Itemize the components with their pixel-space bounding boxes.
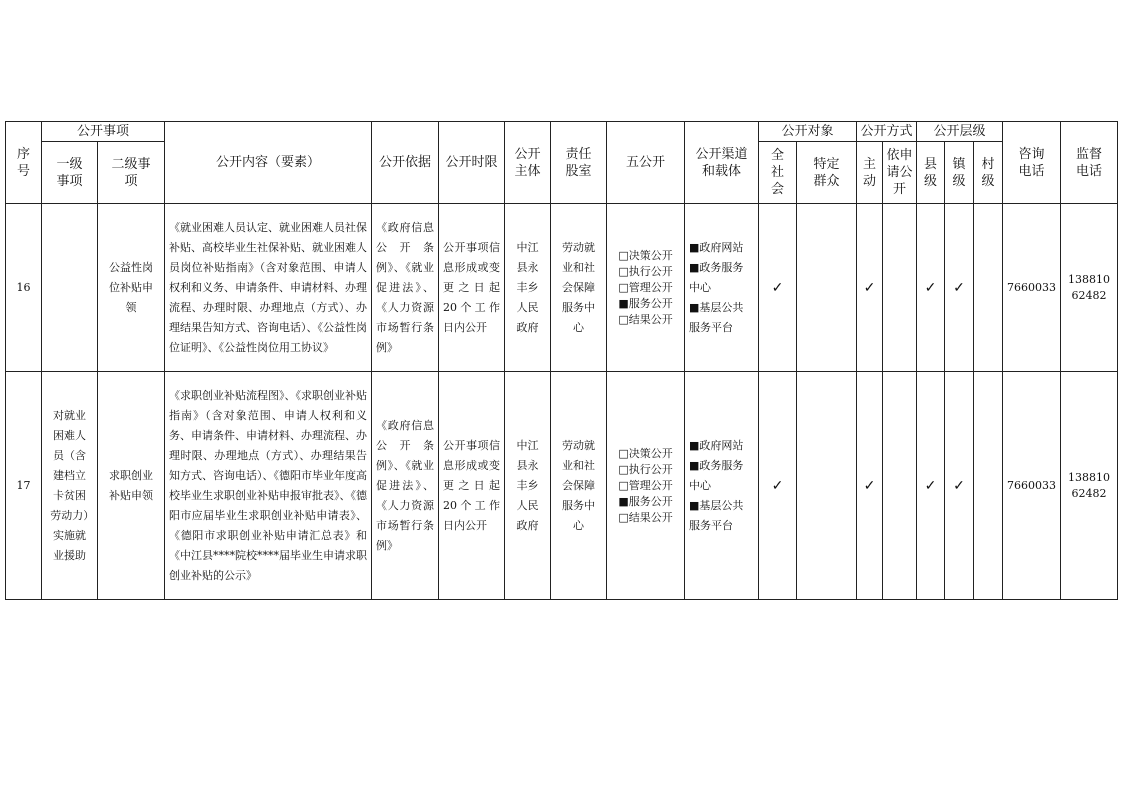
row-supervise-phone: 13881062482	[1061, 204, 1118, 372]
header-subject: 公开主体	[505, 122, 551, 204]
row-five	[607, 204, 685, 372]
channel-service-center: ■政务服务中心	[689, 458, 744, 492]
row-content: 《求职创业补贴流程图》、《求职创业补贴指南》（含对象范围、申请人权利和义务、申请条件、申请材料、办理流程、办理时限、办理地点（方式）、办理结果告知方式、咨询电话）、《德阳市毕业年度高校毕业生求职创业补贴申报审批表》、《德阳市应届毕业生求职创业补贴申请表》、《德阳市求职创业补贴申请汇总表》和《中江县****院校****届毕业生申请求职创业补贴的公示》	[165, 372, 372, 600]
header-channel: 公开渠道和载体	[685, 122, 759, 204]
row-method-request	[883, 372, 917, 600]
row-target-all: ✓	[759, 204, 797, 372]
five-result: □结果公开	[618, 312, 673, 326]
row-level-village	[974, 204, 1003, 372]
five-decision: □决策公开	[618, 248, 673, 262]
header-basis: 公开依据	[372, 122, 439, 204]
row-seq: 16	[6, 204, 42, 372]
header-method: 公开方式	[857, 122, 917, 142]
five-execution: □执行公开	[618, 462, 673, 476]
row-target-all: ✓	[759, 372, 797, 600]
header-consult-phone: 咨询电话	[1003, 122, 1061, 204]
channel-grassroots: ■基层公共服务平台	[689, 300, 744, 334]
row-level1	[42, 204, 98, 372]
five-service: ■服务公开	[618, 296, 673, 310]
header-level-town: 镇级	[945, 142, 974, 204]
header-method-active: 主动	[857, 142, 883, 204]
header-level-county: 县级	[917, 142, 945, 204]
row-time-limit: 公开事项信息形成或变更之日起20个工作日内公开	[439, 372, 505, 600]
five-management: □管理公开	[618, 478, 673, 492]
row-target-specific	[797, 204, 857, 372]
row-method-request	[883, 204, 917, 372]
header-time-limit: 公开时限	[439, 122, 505, 204]
header-level: 公开层级	[917, 122, 1003, 142]
row-basis: 《政府信息公开条例》、《就业促进法》、《人力资源市场暂行条例》	[372, 204, 439, 372]
row-method-active: ✓	[857, 204, 883, 372]
row-subject: 中江县永丰乡人民政府	[505, 372, 551, 600]
channel-website: ■政府网站	[689, 438, 744, 452]
header-seq: 序号	[6, 122, 42, 204]
five-decision: □决策公开	[618, 446, 673, 460]
row-consult-phone: 7660033	[1003, 372, 1061, 600]
five-service: ■服务公开	[618, 494, 673, 508]
header-target-all: 全社会	[759, 142, 797, 204]
disclosure-table	[5, 121, 1118, 600]
header-method-request: 依申请公开	[883, 142, 917, 204]
header-public-items: 公开事项	[42, 122, 165, 142]
row-level-town: ✓	[945, 204, 974, 372]
row-content: 《就业困难人员认定、就业困难人员社保补贴、高校毕业生社保补贴、就业困难人员岗位补贴指南》（含对象范围、申请人权利和义务、申请条件、申请材料、办理流程、办理时限、办理地点（方式）、办理结果告知方式、咨询电话）、《公益性岗位证明》、《公益性岗位用工协议》	[165, 204, 372, 372]
row-channel	[685, 372, 759, 600]
five-execution: □执行公开	[618, 264, 673, 278]
row-level1: 对就业困难人员（含建档立卡贫困劳动力）实施就业援助	[42, 372, 98, 600]
header-five: 五公开	[607, 122, 685, 204]
header-content: 公开内容（要素）	[165, 122, 372, 204]
table-row	[6, 372, 1118, 600]
row-level-county: ✓	[917, 204, 945, 372]
row-office: 劳动就业和社会保障服务中心	[551, 204, 607, 372]
row-level2: 公益性岗位补贴申领	[98, 204, 165, 372]
row-five	[607, 372, 685, 600]
five-result: □结果公开	[618, 510, 673, 524]
row-level-county: ✓	[917, 372, 945, 600]
row-office: 劳动就业和社会保障服务中心	[551, 372, 607, 600]
row-target-specific	[797, 372, 857, 600]
header-level2: 二级事项	[98, 142, 165, 204]
row-method-active: ✓	[857, 372, 883, 600]
row-level2: 求职创业补贴申领	[98, 372, 165, 600]
header-office: 责任股室	[551, 122, 607, 204]
row-level-village	[974, 372, 1003, 600]
five-management: □管理公开	[618, 280, 673, 294]
row-basis: 《政府信息公开条例》、《就业促进法》、《人力资源市场暂行条例》	[372, 372, 439, 600]
row-supervise-phone: 13881062482	[1061, 372, 1118, 600]
header-target: 公开对象	[759, 122, 857, 142]
row-subject: 中江县永丰乡人民政府	[505, 204, 551, 372]
channel-service-center: ■政务服务中心	[689, 260, 744, 294]
row-consult-phone: 7660033	[1003, 204, 1061, 372]
row-seq: 17	[6, 372, 42, 600]
row-level-town: ✓	[945, 372, 974, 600]
row-channel	[685, 204, 759, 372]
header-level-village: 村级	[974, 142, 1003, 204]
header-supervise-phone: 监督电话	[1061, 122, 1118, 204]
header-level1: 一级事项	[42, 142, 98, 204]
channel-website: ■政府网站	[689, 240, 744, 254]
channel-grassroots: ■基层公共服务平台	[689, 498, 744, 532]
table-row	[6, 204, 1118, 372]
row-time-limit: 公开事项信息形成或变更之日起20个工作日内公开	[439, 204, 505, 372]
header-target-specific: 特定群众	[797, 142, 857, 204]
